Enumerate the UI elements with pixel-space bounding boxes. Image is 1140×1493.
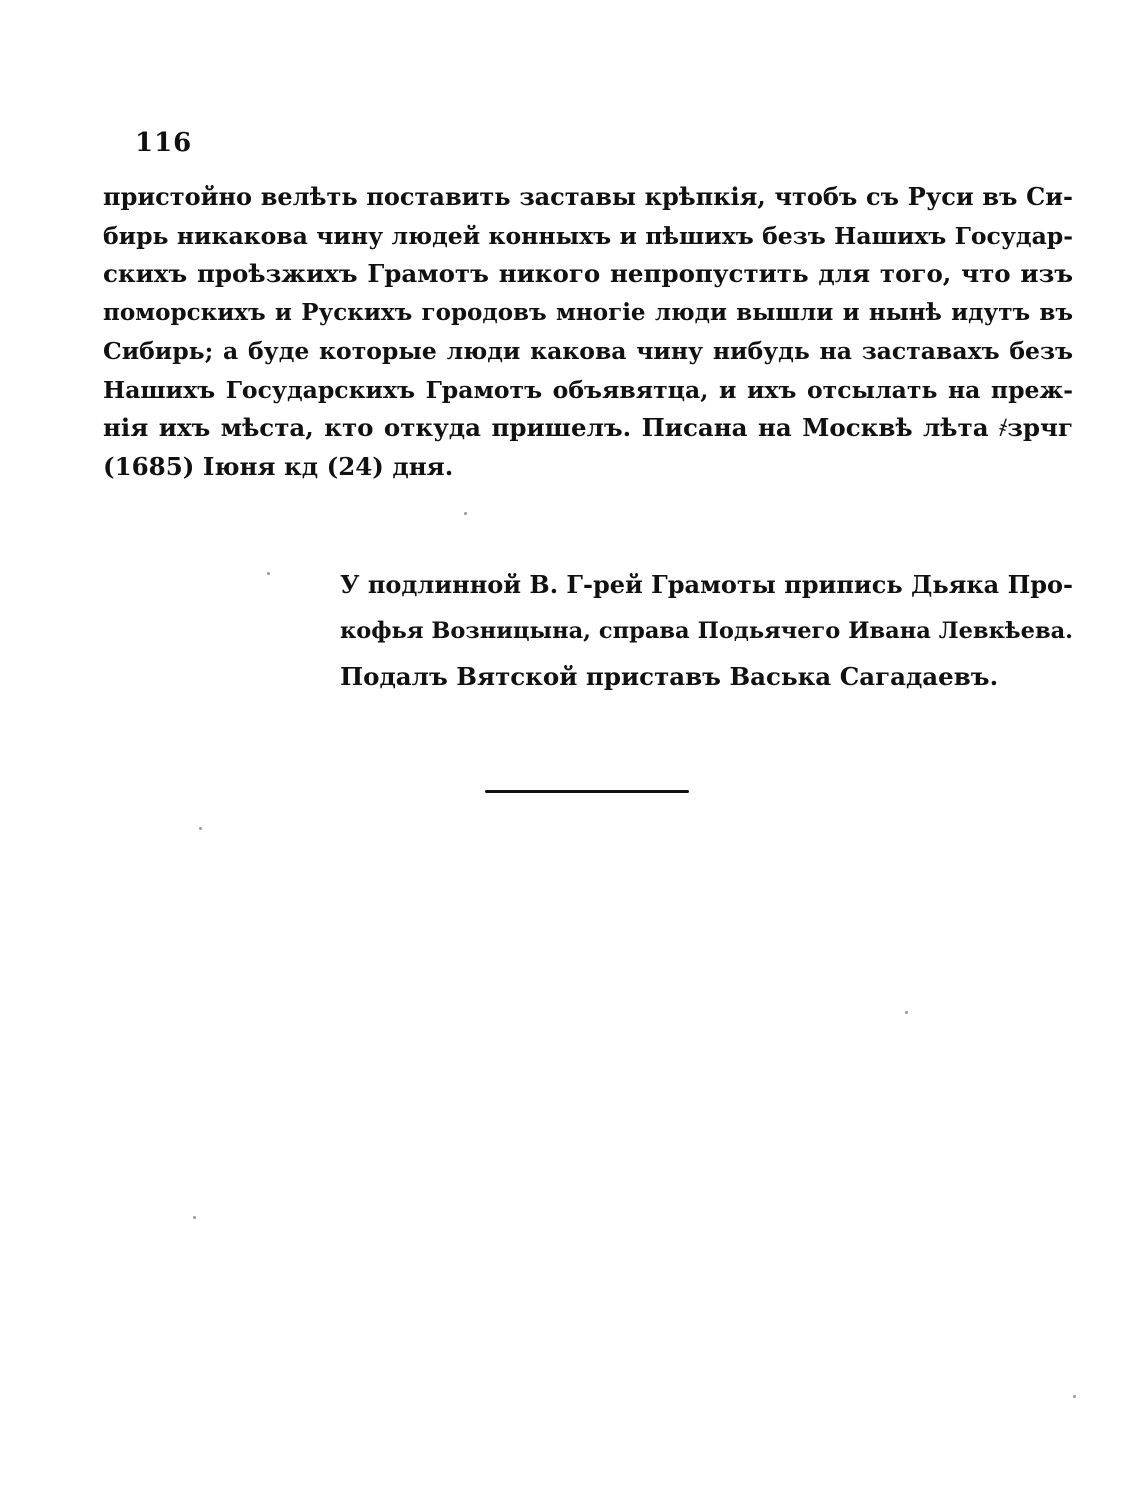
body-line: Нашихъ Государскихъ Грамотъ объявятца, и ихъ отсылать на преж- <box>103 375 1073 404</box>
scan-speck <box>193 1216 196 1219</box>
note-line: У подлинной В. Г-рей Грамоты припись Дьяка Про- <box>340 570 1073 599</box>
section-divider <box>485 790 689 793</box>
scan-speck <box>464 512 467 515</box>
signature-note <box>340 562 1073 700</box>
body-line: бирь никакова чину людей конныхъ и пѣшихъ безъ Нашихъ Государ- <box>103 221 1073 250</box>
body-line: Сибирь; а буде которые люди какова чину нибудь на заставахъ безъ <box>103 337 1073 365</box>
body-text <box>103 178 1073 486</box>
body-line: скихъ проѣзжихъ Грамотъ никого непропустить для того, что изъ <box>103 259 1073 288</box>
page-number: 116 <box>135 128 193 158</box>
scan-speck <box>267 572 270 575</box>
body-line: пристойно велѣть поставить заставы крѣпкія, чтобъ съ Руси въ Си- <box>103 182 1073 211</box>
scan-speck <box>905 1011 908 1014</box>
body-line: нія ихъ мѣста, кто откуда пришелъ. Писана на Москвѣ лѣта ҂зрчг <box>103 413 1073 442</box>
body-line: поморскихъ и Рускихъ городовъ многіе люди вышли и нынѣ идутъ въ <box>103 298 1073 326</box>
scan-speck <box>199 827 202 830</box>
scan-speck <box>1073 1395 1076 1398</box>
body-line: (1685) Іюня кд (24) дня. <box>103 451 454 481</box>
note-line: Подалъ Вятской приставъ Васька Сагадаевъ. <box>340 662 999 691</box>
note-line: кофья Возницына, справа Подьячего Ивана Левкѣева. <box>340 618 1073 644</box>
